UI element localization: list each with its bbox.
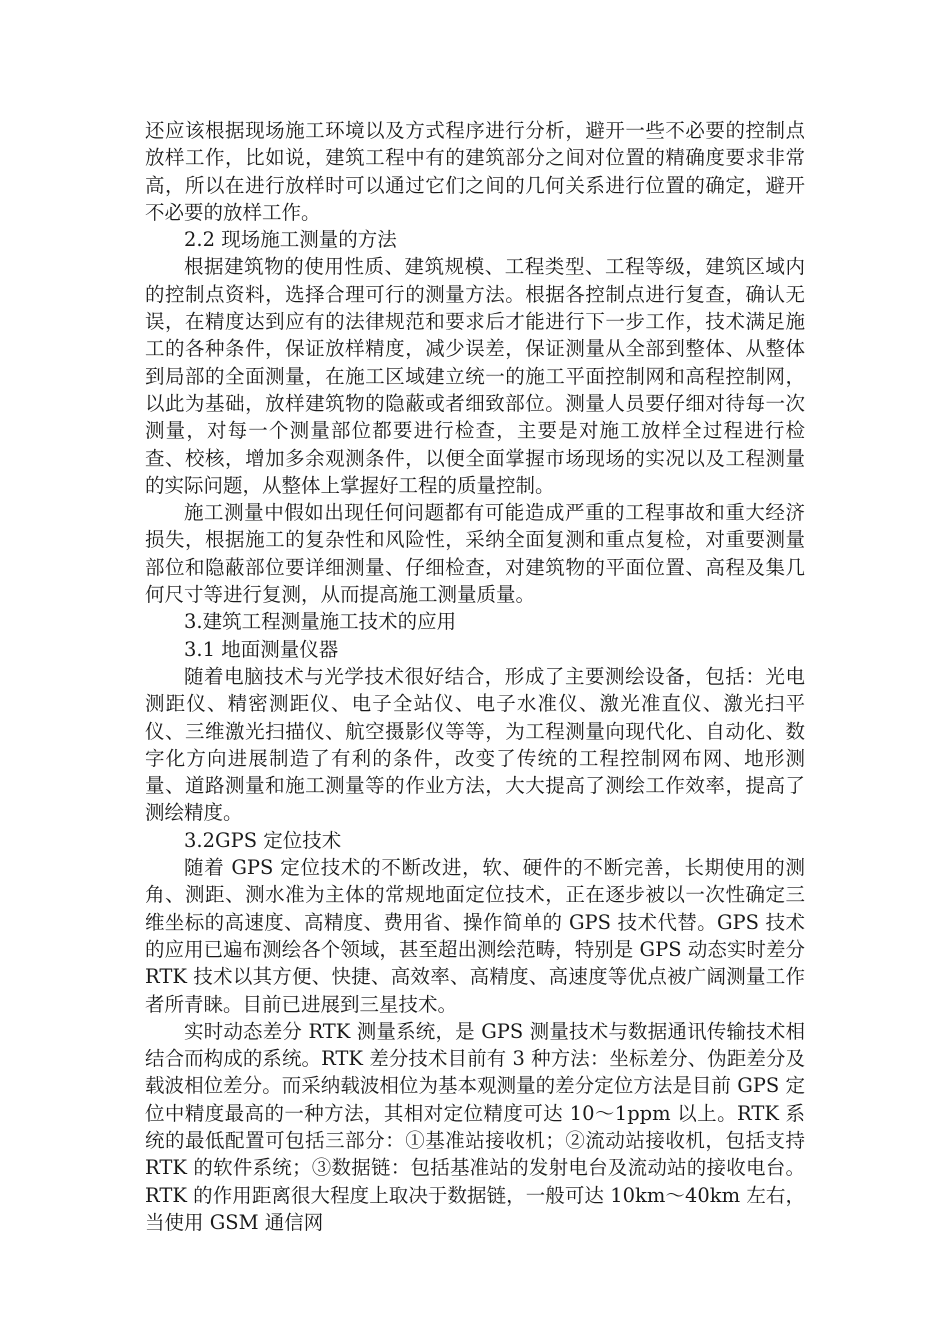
section-heading-2-2: 2.2 现场施工测量的方法 xyxy=(184,228,397,252)
paragraph-rtk-system: 实时动态差分 RTK 测量系统，是 GPS 测量技术与数据通讯传输技术相结合而构成的系统。RTK 差分技术目前有 3 种方法：坐标差分、伪距差分及载波相位差分。而采纳载波相位为基本观测量的差分定位方法是目前 GPS 定位中精度最高的一种方法，其相对定位精度可达 10～1ppm 以上。RTK 系统的最低配置可包括三部分：①基准站接收机；②流动站接收机，包括支持 RTK 的软件系统；③数据链：包括基准站的发射电台及流动站的接收电台。RTK 的作用距离很大程度上取决于数据链，一般可达 10km～40km 左右，当使用 GSM 通信网 xyxy=(145,1019,805,1234)
paragraph-gps-technology: 随着 GPS 定位技术的不断改进，软、硬件的不断完善，长期使用的测角、测距、测水准为主体的常规地面定位技术，正在逐步被以一次性确定三维坐标的高速度、高精度、费用省、操作简单的 GPS 技术代替。GPS 技术的应用已遍布测绘各个领域，甚至超出测绘范畴，特别是 GPS 动态实时差分 RTK 技术以其方便、快捷、高效率、高精度、高速度等优点被广阔测量工作者所青睐。目前已进展到三星技术。 xyxy=(145,856,805,1016)
paragraph-ground-instruments: 随着电脑技术与光学技术很好结合，形成了主要测绘设备，包括：光电测距仪、精密测距仪、电子全站仪、电子水准仪、激光准直仪、激光扫平仪、三维激光扫描仪、航空摄影仪等等，为工程测量向现代化、自动化、数字化方向进展制造了有利的条件，改变了传统的工程控制网布网、地形测量、道路测量和施工测量等的作业方法，大大提高了测绘工作效率，提高了测绘精度。 xyxy=(145,664,805,825)
paragraph-survey-methods: 根据建筑物的使用性质、建筑规模、工程类型、工程等级，建筑区域内的控制点资料，选择合理可行的测量方法。根据各控制点进行复查，确认无误，在精度达到应有的法律规范和要求后才能进行下一步工作，技术满足施工的各种条件，保证放样精度，减少误差，保证测量从全部到整体、从整体到局部的全面测量，在施工区域建立统一的施工平面控制网和高程控制网，以此为基础，放样建筑物的隐蔽或者细致部位。测量人员要仔细对待每一次测量，对每一个测量部位都要进行检查，主要是对施工放样全过程进行检查、校核，增加多余观测条件，以便全面掌握市场现场的实况以及工程测量的实际问题，从整体上掌握好工程的质量控制。 xyxy=(145,255,805,497)
section-heading-3-1: 3.1 地面测量仪器 xyxy=(184,637,339,661)
paragraph-continuation: 还应该根据现场施工环境以及方式程序进行分析，避开一些不必要的控制点放样工作，比如说，建筑工程中有的建筑部分之间对位置的精确度要求非常高，所以在进行放样时可以通过它们之间的几何关系进行位置的确定，避开不必要的放样工作。 xyxy=(145,119,805,224)
paragraph-survey-quality: 施工测量中假如出现任何问题都有可能造成严重的工程事故和重大经济损失，根据施工的复杂性和风险性，采纳全面复测和重点复检，对重要测量部位和隐蔽部位要详细测量、仔细检查，对建筑物的平面位置、高程及集几何尺寸等进行复测，从而提高施工测量质量。 xyxy=(145,501,805,607)
document-page xyxy=(145,117,805,1236)
section-heading-3-2: 3.2GPS 定位技术 xyxy=(184,828,342,852)
section-heading-3: 3.建筑工程测量施工技术的应用 xyxy=(184,610,457,634)
